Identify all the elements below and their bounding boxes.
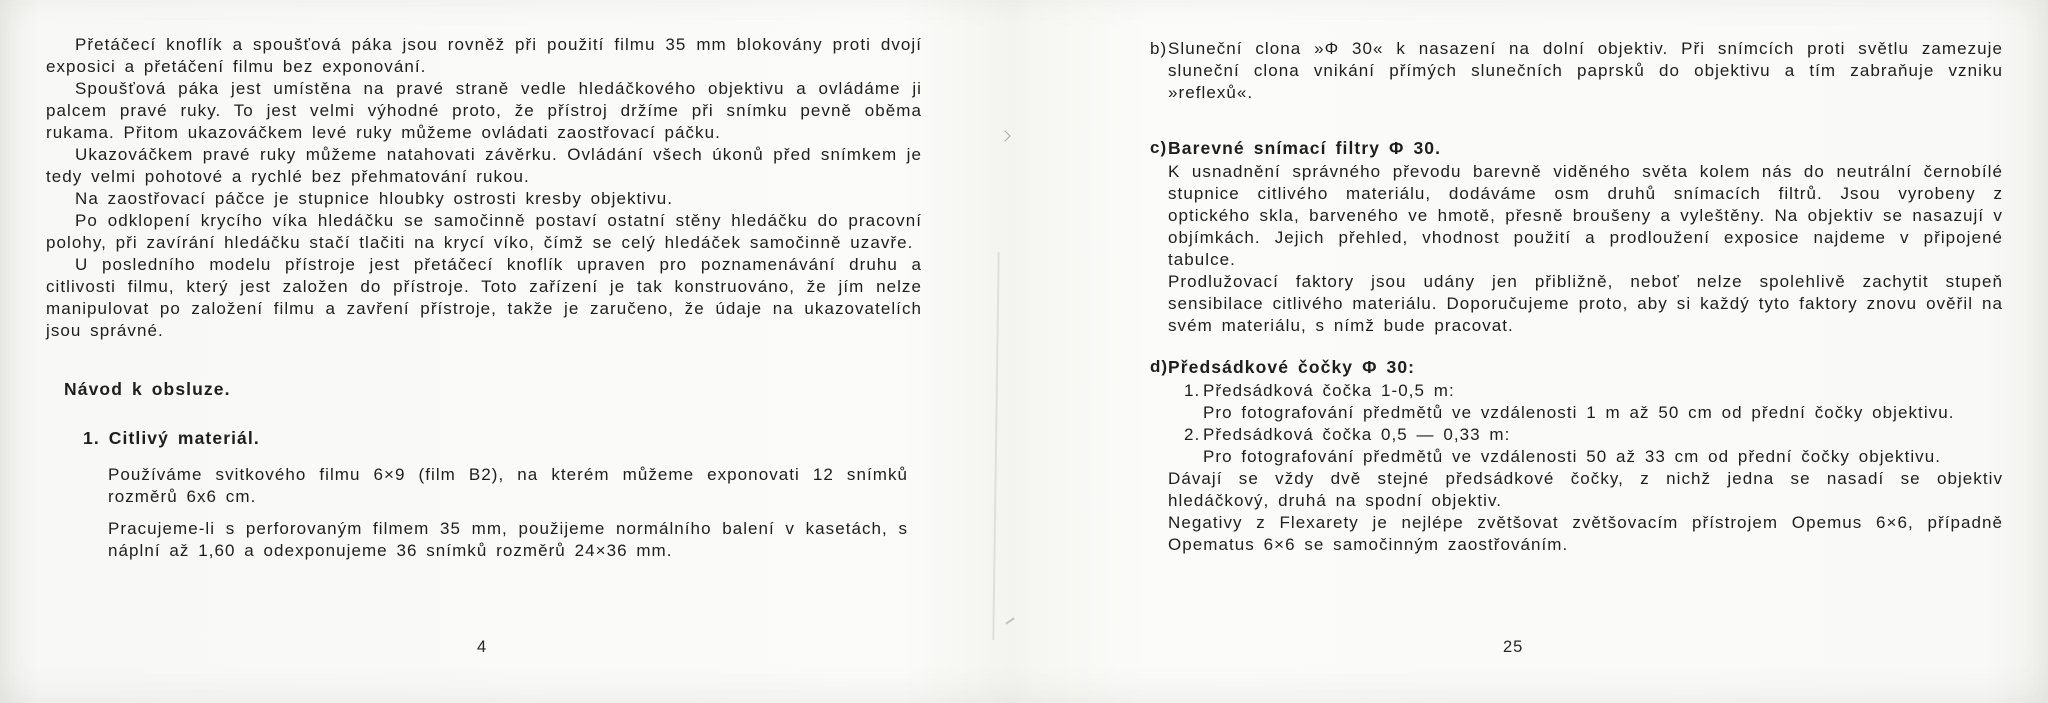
paragraph: Po odklopení krycího víka hledáčku se samočinně postaví ostatní stěny hledáčku do pracovní polohy, při zavírání hledáčku stačí tlačiti na krycí víko, čímž se celý hledáček samočinně uzavře. (46, 211, 922, 252)
paragraph: Prodlužovací faktory jsou udány jen přibližně, neboť nelze spolehlivě zachytit stupeň sensibilace citlivého materiálu. Doporučujeme proto, aby si každý tyto faktory znovu ověřil na svém materiálu, s nímž bude pracovat. (1168, 272, 2003, 335)
list-item-text: Pro fotografování předmětů ve vzdálenosti 50 až 33 cm od přední čočky objektivu. (1203, 447, 1942, 466)
section-d-heading: Předsádkové čočky Φ 30: (1168, 357, 1416, 377)
paragraph: Negativy z Flexarety je nejlépe zvětšovat zvětšovacím přístrojem Opemus 6×6, případně Opematus 6×6 se samočinným zaostřováním. (1168, 513, 2003, 554)
paragraph: U posledního modelu přístroje jest přetáčecí knoflík upraven pro poznamenávání druhu a citlivosti filmu, který jest založen do přístroje. Toto zařízení je tak konstruováno, že jím nelze manipulovat po založení filmu a zavření přístroje, takže je zaručeno, že údaje na ukazovatelích jsou správné. (46, 255, 922, 340)
section-heading: Návod k obsluze. (64, 379, 231, 399)
paragraph: K usnadnění správného převodu barevně viděného světa kolem nás do neutrální černobílé stupnice citlivého materiálu, dodáváme osm druhů snímacích filtrů. Jsou vyrobeny z optického skla, barveného ve hmotě, přesně broušeny a vyleštěny. Na objektiv se nasazují v objímkách. Jejich přehled, vhodnost použití a prodloužení exposice najdeme v připojené tabulce. (1168, 162, 2003, 269)
section-c (1150, 137, 2003, 337)
page-number-left: 4 (477, 638, 488, 656)
paragraph: Spoušťová páka jest umístěna na pravé straně vedle hledáčkového objektivu a ovládáme ji palcem pravé ruky. To jest velmi výhodné proto, že přístroj držíme při snímku pevně oběma rukama. Přitom ukazováčkem levé ruky můžeme ovládati zaostřovací páčku. (46, 79, 922, 142)
section-c-label: c) (1150, 138, 1168, 157)
paragraph: Ukazováčkem pravé ruky můžeme natahovati závěrku. Ovládání všech úkonů před snímkem je tedy velmi pohotové a rychlé bez přehmatování rukou. (46, 145, 922, 186)
section-d (1150, 356, 2003, 556)
paragraph: Dávají se vždy dvě stejné předsádkové čočky, z nichž jedna se nasadí se objektiv hledáčkový, druhá na spodní objektiv. (1168, 469, 2003, 510)
paragraph: Na zaostřovací páčce je stupnice hloubky ostrosti kresby objektivu. (75, 189, 673, 208)
section-b (1150, 38, 2003, 104)
page-right (1024, 0, 2048, 703)
list-item-title: Předsádková čočka 1-0,5 m: (1203, 381, 1455, 400)
list-item-number: 2. (1184, 425, 1201, 444)
paragraph: Přetáčecí knoflík a spoušťová páka jsou rovněž při použití filmu 35 mm blokovány proti dvojí exposici a přetáčení filmu bez exponování. (46, 35, 922, 76)
section-d-label: d) (1150, 357, 1169, 376)
paragraph: Pracujeme-li s perforovaným filmem 35 mm, použijeme normálního balení v kasetách, s náplní až 1,60 a odexponujeme 36 snímků rozměrů 24×36 mm. (108, 519, 908, 560)
list-item-number: 1. (1184, 381, 1201, 400)
right-text-column (1150, 36, 2003, 556)
section-b-label: b) (1150, 39, 1168, 58)
section-b-text: Sluneční clona »Φ 30« k nasazení na dolní objektiv. Při snímcích proti světlu zamezuje sluneční clona vnikání přímých slunečních paprsků do objektivu a tím zabraňuje vzniku »reflexů«. (1168, 39, 2003, 102)
list-item (1168, 424, 2003, 468)
subsection-heading: 1. Citlivý materiál. (83, 428, 260, 448)
list-item (1168, 380, 2003, 424)
left-text-column (46, 34, 922, 562)
list-item-title: Předsádková čočka 0,5 — 0,33 m: (1203, 425, 1511, 444)
subsection-body (108, 464, 908, 562)
paragraph: Používáme svitkového filmu 6×9 (film B2), na kterém můžeme exponovati 12 snímků rozměrů 6x6 cm. (108, 465, 908, 506)
page-number-right: 25 (1503, 638, 1524, 656)
section-c-heading: Barevné snímací filtry Φ 30. (1168, 138, 1442, 158)
list-item-text: Pro fotografování předmětů ve vzdálenosti 1 m až 50 cm od přední čočky objektivu. (1203, 403, 1955, 422)
